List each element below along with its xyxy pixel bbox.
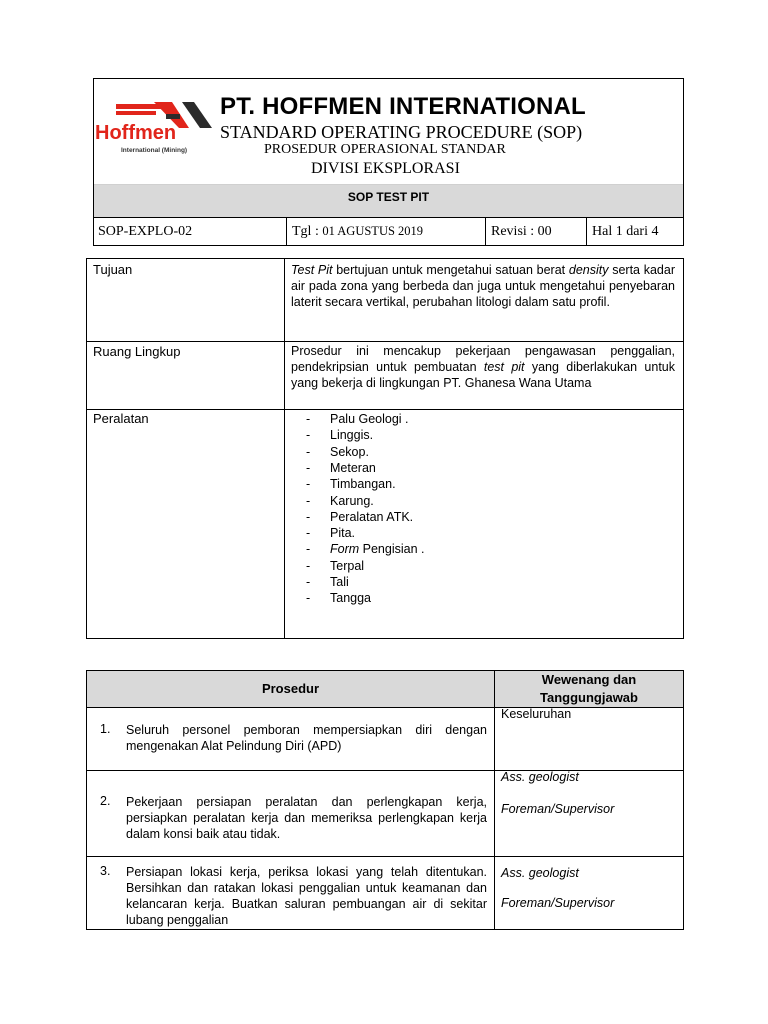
list-dash: - bbox=[306, 444, 311, 459]
company-logo bbox=[94, 98, 216, 156]
text-run: Tali bbox=[330, 575, 349, 589]
peralatan-item bbox=[306, 427, 373, 443]
sop-name-bar bbox=[94, 184, 683, 217]
peralatan-item bbox=[306, 476, 396, 492]
step-text: Persiapan lokasi kerja, periksa lokasi yang telah ditentukan. Bersihkan dan ratakan lokasi penggalian untuk keamanan dan kelancaran kerja. Buatkan saluran pembuangan air di sekitar lubang penggalian bbox=[126, 865, 487, 927]
text-run: Tangga bbox=[330, 591, 372, 606]
step-number: 1. bbox=[100, 722, 111, 736]
text-run: Timbangan. bbox=[330, 477, 396, 492]
peralatan-item bbox=[306, 444, 369, 460]
italic-term: Test Pit bbox=[291, 263, 333, 277]
sop-code: SOP-EXPLO-02 bbox=[98, 224, 193, 239]
text-run: Karung. bbox=[330, 493, 374, 508]
peralatan-item bbox=[306, 460, 376, 476]
list-dash: - bbox=[306, 591, 311, 606]
text-run: Prosedur ini mencakup pekerjaan pengawasan penggalian, pendekripsian untuk pembuatan bbox=[291, 344, 675, 374]
tujuan-text bbox=[291, 262, 675, 310]
text-run: serta kadar air pada zona yang berbeda dan juga untuk mengetahui penyebaran laterit secara vertikal, perubahan litologi dalam satu profil. bbox=[291, 263, 675, 309]
italic-term: test pit bbox=[483, 360, 525, 374]
peralatan-item bbox=[306, 558, 364, 574]
info-table bbox=[86, 258, 684, 639]
text-run: Meteran bbox=[330, 460, 376, 475]
peralatan-item bbox=[306, 574, 349, 590]
procedure-row-divider bbox=[86, 707, 684, 708]
text-run: Peralatan ATK. bbox=[330, 509, 414, 524]
list-dash: - bbox=[306, 575, 311, 589]
step-text: Pekerjaan persiapan peralatan dan perlengkapan kerja, persiapkan peralatan kerja dan memeriksa perlengkapan kerja dalam konsi baik atau tidak. bbox=[126, 795, 487, 841]
sop-revision: Revisi : 00 bbox=[491, 224, 552, 239]
step-role: Ass. geologist bbox=[501, 866, 579, 880]
date-value: 01 AGUSTUS 2019 bbox=[322, 224, 424, 238]
text-run: Sekop. bbox=[330, 444, 369, 459]
list-dash: - bbox=[306, 558, 311, 573]
info-column-divider bbox=[284, 258, 285, 639]
procedure-row-divider bbox=[86, 770, 684, 771]
list-dash: - bbox=[306, 509, 311, 524]
list-dash: - bbox=[306, 412, 311, 426]
text-run: bertujuan untuk mengetahui satuan berat bbox=[332, 263, 569, 277]
peralatan-item bbox=[306, 590, 371, 606]
text-run: Palu Geologi . bbox=[330, 412, 409, 426]
tujuan-label: Tujuan bbox=[93, 262, 133, 277]
list-dash: - bbox=[306, 493, 311, 508]
logo-subtitle: International (Mining) bbox=[121, 147, 188, 154]
peralatan-item bbox=[306, 541, 425, 557]
procedure-column-divider bbox=[494, 670, 495, 930]
list-dash: - bbox=[306, 428, 311, 443]
sop-subtitle: PROSEDUR OPERASIONAL STANDAR bbox=[264, 142, 506, 157]
sop-name: SOP TEST PIT bbox=[347, 190, 430, 204]
text-run: Pengisian . bbox=[359, 542, 425, 557]
step-role: Foreman/Supervisor bbox=[501, 802, 615, 816]
step-number: 3. bbox=[100, 864, 111, 878]
list-dash: - bbox=[306, 477, 311, 492]
peralatan-item bbox=[306, 525, 355, 541]
date-label: Tgl : bbox=[292, 224, 323, 239]
company-name: PT. HOFFMEN INTERNATIONAL bbox=[220, 93, 586, 120]
peralatan-item bbox=[306, 509, 413, 525]
sop-title: STANDARD OPERATING PROCEDURE (SOP) bbox=[220, 122, 583, 142]
step-text: Seluruh personel pemboran mempersiapkan diri dengan mengenakan Alat Pelindung Diri (APD) bbox=[126, 723, 487, 753]
peralatan-label: Peralatan bbox=[93, 411, 149, 426]
logo-wordmark: Hoffmen bbox=[95, 122, 177, 144]
list-dash: - bbox=[306, 542, 311, 557]
text-run: Linggis. bbox=[330, 428, 374, 443]
page-number: Hal 1 dari 4 bbox=[592, 224, 659, 239]
header-prosedur: Prosedur bbox=[261, 681, 320, 696]
peralatan-item bbox=[306, 411, 409, 427]
header-wewenang: Wewenang dan Tanggungjawab bbox=[540, 672, 638, 705]
ruang-lingkup-label: Ruang Lingkup bbox=[93, 344, 181, 359]
text-run: yang diberlakukan untuk yang bekerja di lingkungan PT. Ghanesa Wana Utama bbox=[291, 360, 675, 390]
text-run: Pita. bbox=[330, 526, 356, 541]
division-name: DIVISI EKSPLORASI bbox=[311, 160, 460, 177]
sop-date bbox=[287, 218, 485, 246]
peralatan-item bbox=[306, 493, 374, 509]
italic-term: Form bbox=[330, 542, 360, 557]
list-dash: - bbox=[306, 526, 311, 541]
step-number: 2. bbox=[100, 794, 111, 808]
meta-row bbox=[93, 217, 684, 246]
info-row-divider bbox=[86, 409, 684, 410]
step-role: Keseluruhan bbox=[501, 707, 572, 721]
list-dash: - bbox=[306, 460, 311, 475]
procedure-row-divider bbox=[86, 856, 684, 857]
text-run: Terpal bbox=[330, 558, 365, 573]
step-role: Ass. geologist bbox=[501, 770, 579, 784]
step-role: Foreman/Supervisor bbox=[501, 896, 615, 910]
info-row-divider bbox=[86, 341, 684, 342]
italic-term: density bbox=[568, 263, 609, 277]
ruang-lingkup-text bbox=[291, 343, 675, 391]
